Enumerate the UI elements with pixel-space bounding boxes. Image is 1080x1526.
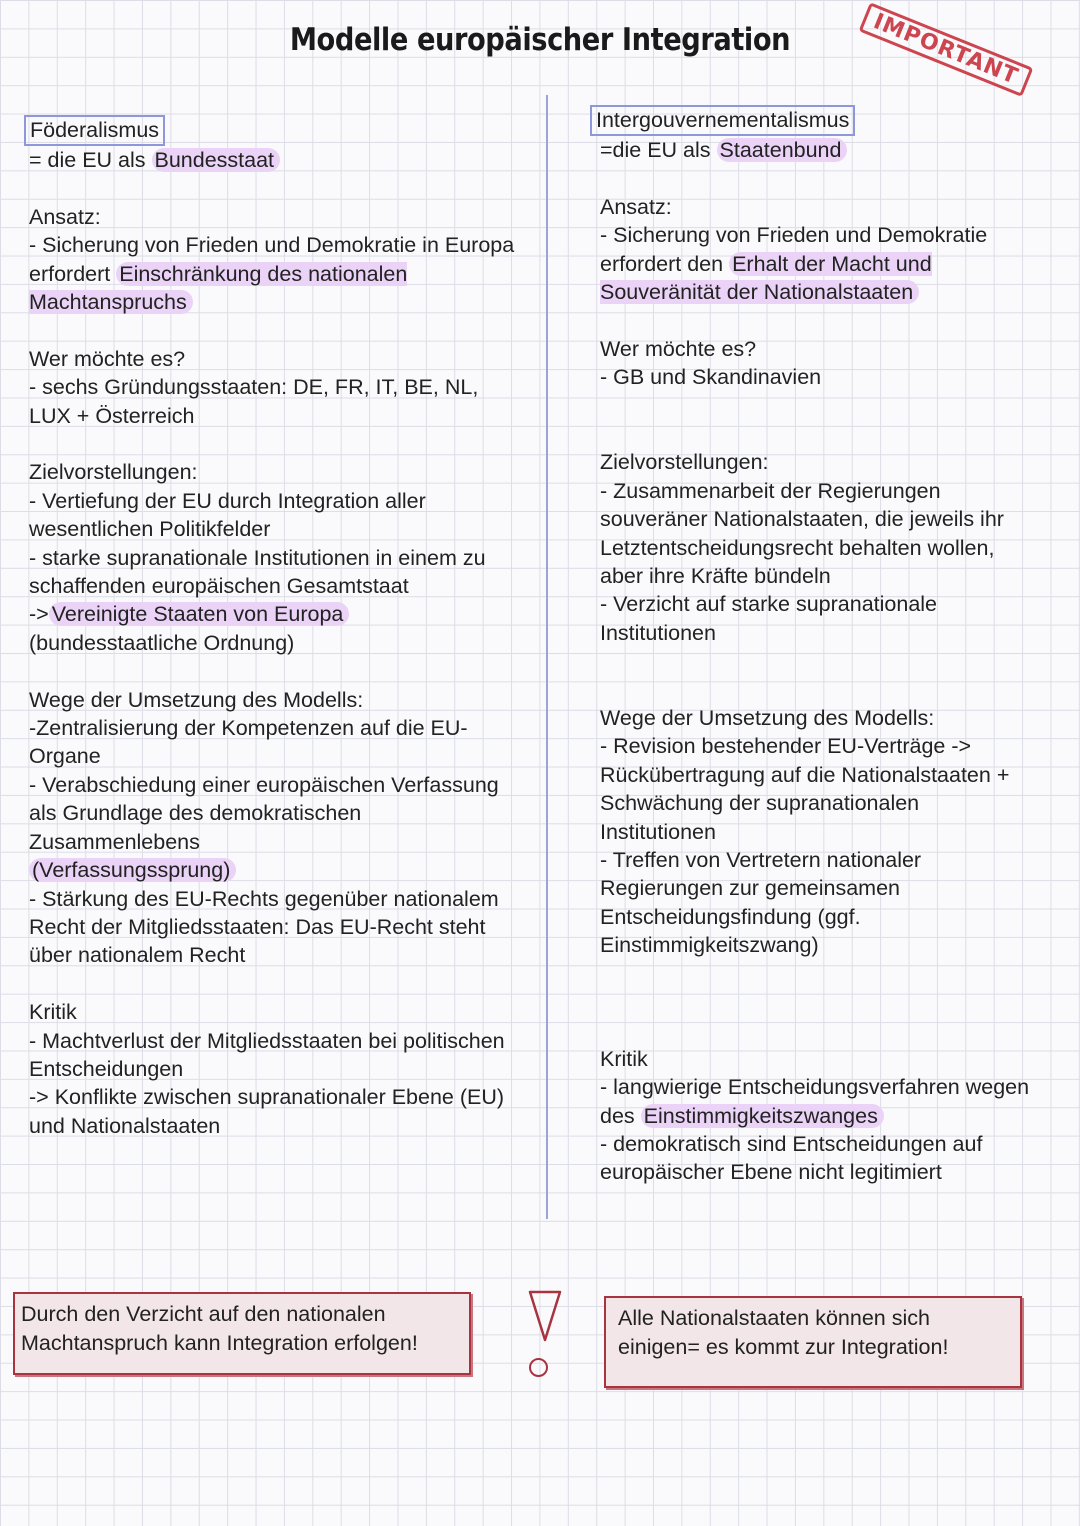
left-heading: Föderalismus bbox=[24, 115, 165, 146]
warning-dot-icon bbox=[529, 1358, 548, 1377]
left-wege-1: -Zentralisierung der Kompetenzen auf die EU-Organe bbox=[29, 716, 468, 769]
left-column bbox=[24, 115, 524, 1140]
right-ziel-1: - Zusammenarbeit der Regierungen souveräner Nationalstaaten, die jeweils ihr Letztentscheidungsrecht behalten wollen, aber ihre Kräfte bündeln bbox=[600, 478, 1004, 589]
right-kritik-label: Kritik bbox=[600, 1046, 648, 1071]
left-kritik-2: -> Konflikte zwischen supranationaler Ebene (EU) und Nationalstaaten bbox=[29, 1085, 505, 1138]
left-ziel-2: - starke supranationale Institutionen in einem zu schaffenden europäischen Gesamtstaat bbox=[29, 545, 486, 599]
left-wege-2-highlight: (Verfassungssprung) bbox=[29, 858, 236, 882]
left-ziel-label: Zielvorstellungen: bbox=[29, 460, 198, 485]
left-ansatz-label: Ansatz: bbox=[29, 204, 101, 229]
warning-triangle-icon bbox=[528, 1290, 562, 1344]
right-ansatz-highlight: Erhalt der Macht und Souveränität der Nationalstaaten bbox=[600, 251, 932, 305]
left-wege-2: - Verabschiedung einer europäischen Verfassung als Grundlage des demokratischen Zusammenlebens bbox=[29, 772, 499, 854]
right-conclusion-text: Alle Nationalstaaten können sich einigen= es kommt zur Integration! bbox=[618, 1306, 949, 1359]
left-ansatz-highlight: Einschränkung des nationalen Machtanspruchs bbox=[29, 261, 408, 315]
left-conclusion-box bbox=[13, 1292, 471, 1375]
right-subtitle-highlight: Staatenbund bbox=[717, 138, 848, 162]
right-ansatz-label: Ansatz: bbox=[600, 194, 672, 219]
right-ziel-label: Zielvorstellungen: bbox=[600, 450, 769, 475]
left-kritik-1: - Machtverlust der Mitgliedsstaaten bei politischen Entscheidungen bbox=[29, 1028, 505, 1081]
right-wege-label: Wege der Umsetzung des Modells: bbox=[600, 706, 935, 731]
left-wer-text: - sechs Gründungsstaaten: DE, FR, IT, BE, NL, LUX + Österreich bbox=[29, 375, 479, 428]
left-ansatz-text: - Sicherung von Frieden und Demokratie in Europa erfordert Einschränkung des nationalen Machtanspruchs bbox=[29, 233, 515, 315]
column-divider bbox=[546, 95, 548, 1219]
left-conclusion-text: Durch den Verzicht auf den nationalen Machtanspruch kann Integration erfolgen! bbox=[21, 1302, 418, 1355]
right-wer-text: - GB und Skandinavien bbox=[600, 365, 822, 390]
right-kritik-1: - langwierige Entscheidungsverfahren wegen des Einstimmigkeitszwanges bbox=[600, 1075, 1030, 1128]
right-wege-1: - Revision bestehender EU-Verträge -> Rückübertragung auf die Nationalstaaten + Schwächung der supranationalen Institutionen bbox=[600, 734, 1010, 844]
right-ansatz-text: - Sicherung von Frieden und Demokratie erfordert den Erhalt der Macht und Souveränität der Nationalstaaten bbox=[600, 223, 988, 305]
right-kritik-highlight: Einstimmigkeitszwanges bbox=[641, 1104, 884, 1128]
right-heading: Intergouvernementalismus bbox=[590, 105, 855, 136]
left-subtitle-highlight: Bundesstaat bbox=[152, 148, 281, 172]
left-ziel-1: - Vertiefung der EU durch Integration aller wesentlichen Politikfelder bbox=[29, 488, 426, 542]
right-wer-label: Wer möchte es? bbox=[600, 336, 757, 361]
left-kritik-label: Kritik bbox=[29, 1000, 77, 1025]
left-wege-label: Wege der Umsetzung des Modells: bbox=[29, 687, 364, 712]
left-ziel-arrow-line: -> Vereinigte Staaten von Europa bbox=[29, 600, 524, 628]
right-subtitle: =die EU als Staatenbund bbox=[590, 136, 1030, 164]
right-conclusion-box bbox=[604, 1296, 1022, 1388]
right-kritik-2: - demokratisch sind Entscheidungen auf europäischer Ebene nicht legitimiert bbox=[600, 1132, 983, 1185]
left-ziel-highlight: Vereinigte Staaten von Europa bbox=[49, 602, 350, 626]
left-subtitle: = die EU als Bundesstaat bbox=[24, 146, 524, 174]
right-column bbox=[590, 105, 1030, 1187]
important-stamp: IMPORTANT bbox=[859, 2, 1033, 97]
left-wer-label: Wer möchte es? bbox=[29, 346, 186, 371]
left-ziel-3: (bundesstaatliche Ordnung) bbox=[29, 630, 295, 655]
right-wege-2: - Treffen von Vertretern nationaler Regierungen zur gemeinsamen Entscheidungsfindung (ggf. Einstimmigkeitszwang) bbox=[600, 848, 922, 958]
page-title: Modelle europäischer Integration bbox=[289, 22, 791, 58]
right-ziel-2: - Verzicht auf starke supranationale Institutionen bbox=[600, 592, 938, 645]
left-wege-3: - Stärkung des EU-Rechts gegenüber nationalem Recht der Mitgliedsstaaten: Das EU-Recht steht über nationalem Recht bbox=[29, 886, 499, 968]
